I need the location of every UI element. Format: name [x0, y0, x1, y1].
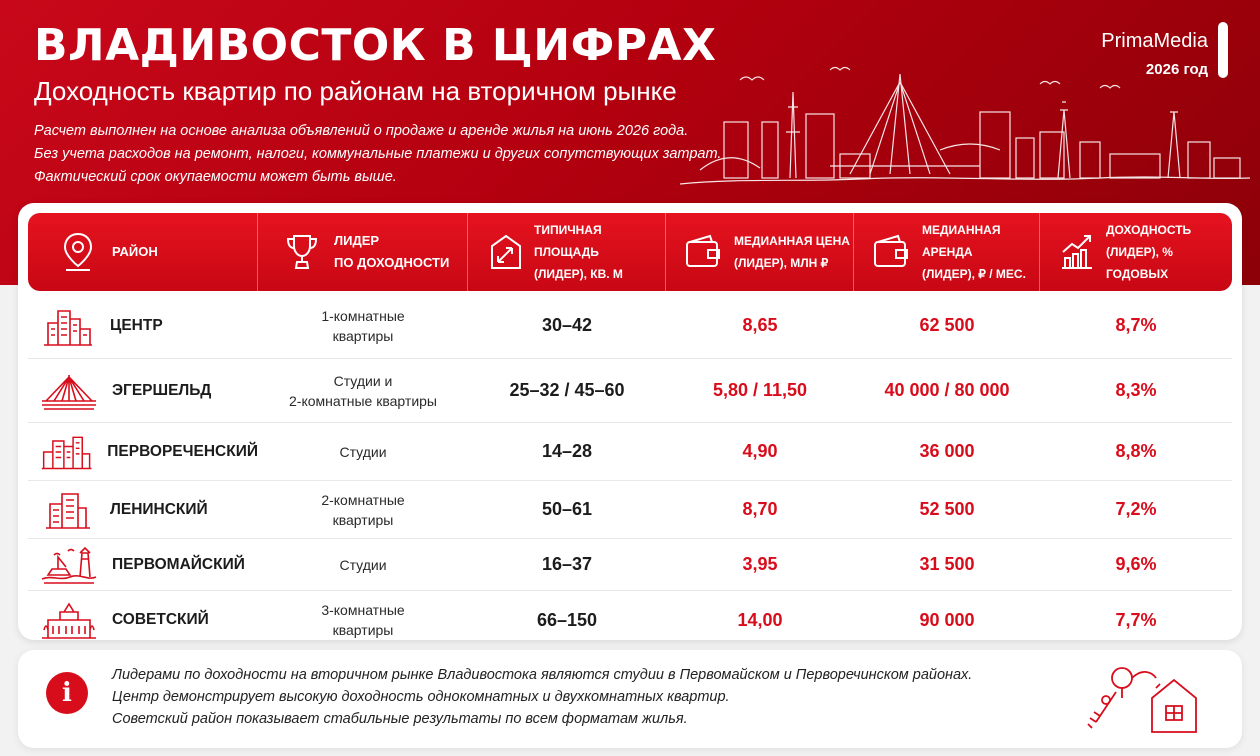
leader-cell: [258, 490, 468, 530]
method-note-line: Фактический срок окупаемости может быть выше.: [34, 169, 397, 185]
column-header-label: [734, 230, 850, 274]
brand-year: 2026 год: [1145, 61, 1208, 78]
leader-line: 1-комнатные: [321, 307, 405, 324]
wallet-icon: [684, 234, 722, 270]
rent-cell: 31 500: [919, 554, 975, 574]
area-cell: 14–28: [541, 441, 593, 461]
table-row: [28, 591, 1232, 649]
rent-cell: 40 000 / 80 000: [884, 380, 1010, 400]
leader-cell: [258, 555, 468, 575]
column-header-label: [922, 219, 1039, 285]
district-cell: [28, 545, 258, 585]
table-row: [28, 481, 1232, 539]
page-title: ВЛАДИВОСТОК В ЦИФРАХ: [34, 20, 717, 71]
district-name: ПЕРВОМАЙСКИЙ: [112, 555, 245, 573]
keys-house-icon: [1082, 658, 1212, 742]
district-cell: [28, 305, 258, 347]
leader-line: квартиры: [332, 622, 394, 638]
city-skyline-illustration: [680, 62, 1250, 192]
district-name: ЭГЕРШЕЛЬД: [112, 381, 212, 399]
header-line: ДОХОДНОСТЬ: [1106, 223, 1192, 237]
area-cell: 50–61: [541, 499, 593, 519]
palace-icon: [40, 600, 98, 640]
price-cell: 5,80 / 11,50: [712, 380, 808, 400]
method-note: [34, 120, 734, 189]
district-name: ЛЕНИНСКИЙ: [110, 500, 208, 518]
leader-cell: [258, 371, 468, 411]
header-line: ЛИДЕР: [334, 233, 380, 248]
column-header-label: РАЙОН: [112, 244, 158, 259]
leader-cell: [258, 442, 468, 462]
rent-cell: 52 500: [919, 499, 975, 519]
summary-line: Советский район показывает стабильные результаты по всем форматам жилья.: [112, 711, 688, 727]
district-cell: [28, 490, 258, 530]
column-header-district: [28, 213, 258, 291]
method-note-line: Расчет выполнен на основе анализа объявлений о продаже и аренде жилья на июнь 2026 года.: [34, 123, 689, 139]
column-header-rent: [854, 213, 1040, 291]
trophy-icon: [282, 230, 322, 274]
summary-line: Центр демонстрирует высокую доходность однокомнатных и двухкомнатных квартир.: [112, 689, 730, 705]
column-header-yield: [1040, 213, 1232, 291]
yield-cell: 8,7%: [1115, 315, 1157, 335]
district-name: ЦЕНТР: [110, 316, 163, 334]
area-cell: 66–150: [536, 609, 598, 630]
rent-cell: 36 000: [919, 441, 975, 461]
leader-cell: [258, 600, 468, 640]
column-header-price: [666, 213, 854, 291]
header-line: ПО ДОХОДНОСТИ: [334, 255, 450, 270]
brand-name: PrimaMedia: [1101, 30, 1208, 52]
leader-line: 2-комнатные квартиры: [289, 392, 437, 409]
price-cell: 14,00: [737, 609, 783, 630]
price-cell: 8,70: [742, 499, 778, 519]
yield-cell: 9,6%: [1115, 554, 1157, 574]
area-icon: [488, 232, 524, 272]
table-row: [28, 423, 1232, 481]
method-note-line: Без учета расходов на ремонт, налоги, коммунальные платежи и других сопутствующих затрат.: [34, 146, 722, 162]
wallet-icon: [872, 234, 910, 270]
district-name: ПЕРВОРЕЧЕНСКИЙ: [107, 442, 258, 460]
header-line: МЕДИАННАЯ АРЕНДА: [922, 223, 1001, 259]
leader-line: Студии: [339, 556, 387, 573]
column-header-area: [468, 213, 666, 291]
header-line: (ЛИДЕР), КВ. М: [534, 267, 623, 281]
header-line: МЕДИАННАЯ ЦЕНА: [734, 234, 850, 248]
table-body: [28, 293, 1232, 649]
leader-line: Студии: [339, 443, 387, 460]
table-row: [28, 539, 1232, 591]
price-cell: 3,95: [742, 554, 778, 574]
leader-line: квартиры: [332, 511, 394, 528]
growth-chart-icon: [1058, 232, 1096, 272]
area-cell: 16–37: [541, 554, 593, 574]
map-pin-icon: [58, 230, 98, 274]
summary-panel: [18, 650, 1242, 748]
leader-cell: [258, 306, 468, 346]
column-header-leader: [258, 213, 468, 291]
page-subtitle: Доходность квартир по районам на вторичном рынке: [34, 76, 677, 106]
yield-table: [18, 203, 1242, 640]
rent-cell: 90 000: [919, 609, 975, 630]
table-row: [28, 359, 1232, 423]
district-cell: [28, 371, 258, 411]
header-line: (ЛИДЕР), МЛН ₽: [734, 256, 829, 270]
header-line: ТИПИЧНАЯ ПЛОЩАДЬ: [534, 223, 602, 259]
yield-cell: 7,2%: [1115, 499, 1157, 519]
table-header: [28, 213, 1232, 291]
summary-line: Лидерами по доходности на вторичном рынке Владивостока являются студии в Первомайском и Перворечинском районах.: [112, 667, 973, 683]
leader-line: 3-комнатные: [321, 602, 405, 618]
leader-line: Студии и: [333, 372, 393, 389]
city-buildings-icon: [40, 305, 96, 347]
yield-cell: 8,8%: [1115, 441, 1157, 461]
area-cell: 30–42: [541, 315, 593, 335]
yield-cell: 8,3%: [1115, 380, 1157, 400]
lighthouse-ship-icon: [40, 545, 98, 585]
summary-text: [112, 664, 1032, 730]
district-name: СОВЕТСКИЙ: [112, 611, 209, 628]
column-header-label: [1106, 219, 1232, 285]
header-line: (ЛИДЕР), ₽ / МЕС.: [922, 267, 1026, 281]
header-line: (ЛИДЕР), % ГОДОВЫХ: [1106, 245, 1173, 281]
price-cell: 4,90: [742, 441, 778, 461]
leader-line: 2-комнатные: [321, 491, 405, 508]
district-cell: [28, 600, 258, 640]
yield-cell: 7,7%: [1115, 609, 1157, 630]
apartment-block-icon: [40, 490, 96, 530]
leader-line: квартиры: [332, 327, 394, 344]
price-cell: 8,65: [742, 315, 778, 335]
area-cell: 25–32 / 45–60: [509, 380, 625, 400]
table-row: [28, 293, 1232, 359]
column-header-label: [334, 230, 449, 274]
info-icon: i: [46, 672, 88, 714]
rent-cell: 62 500: [919, 315, 975, 335]
column-header-label: [534, 219, 665, 285]
city-buildings-icon: [40, 432, 93, 472]
bridge-icon: [40, 371, 98, 411]
district-cell: [28, 432, 258, 472]
